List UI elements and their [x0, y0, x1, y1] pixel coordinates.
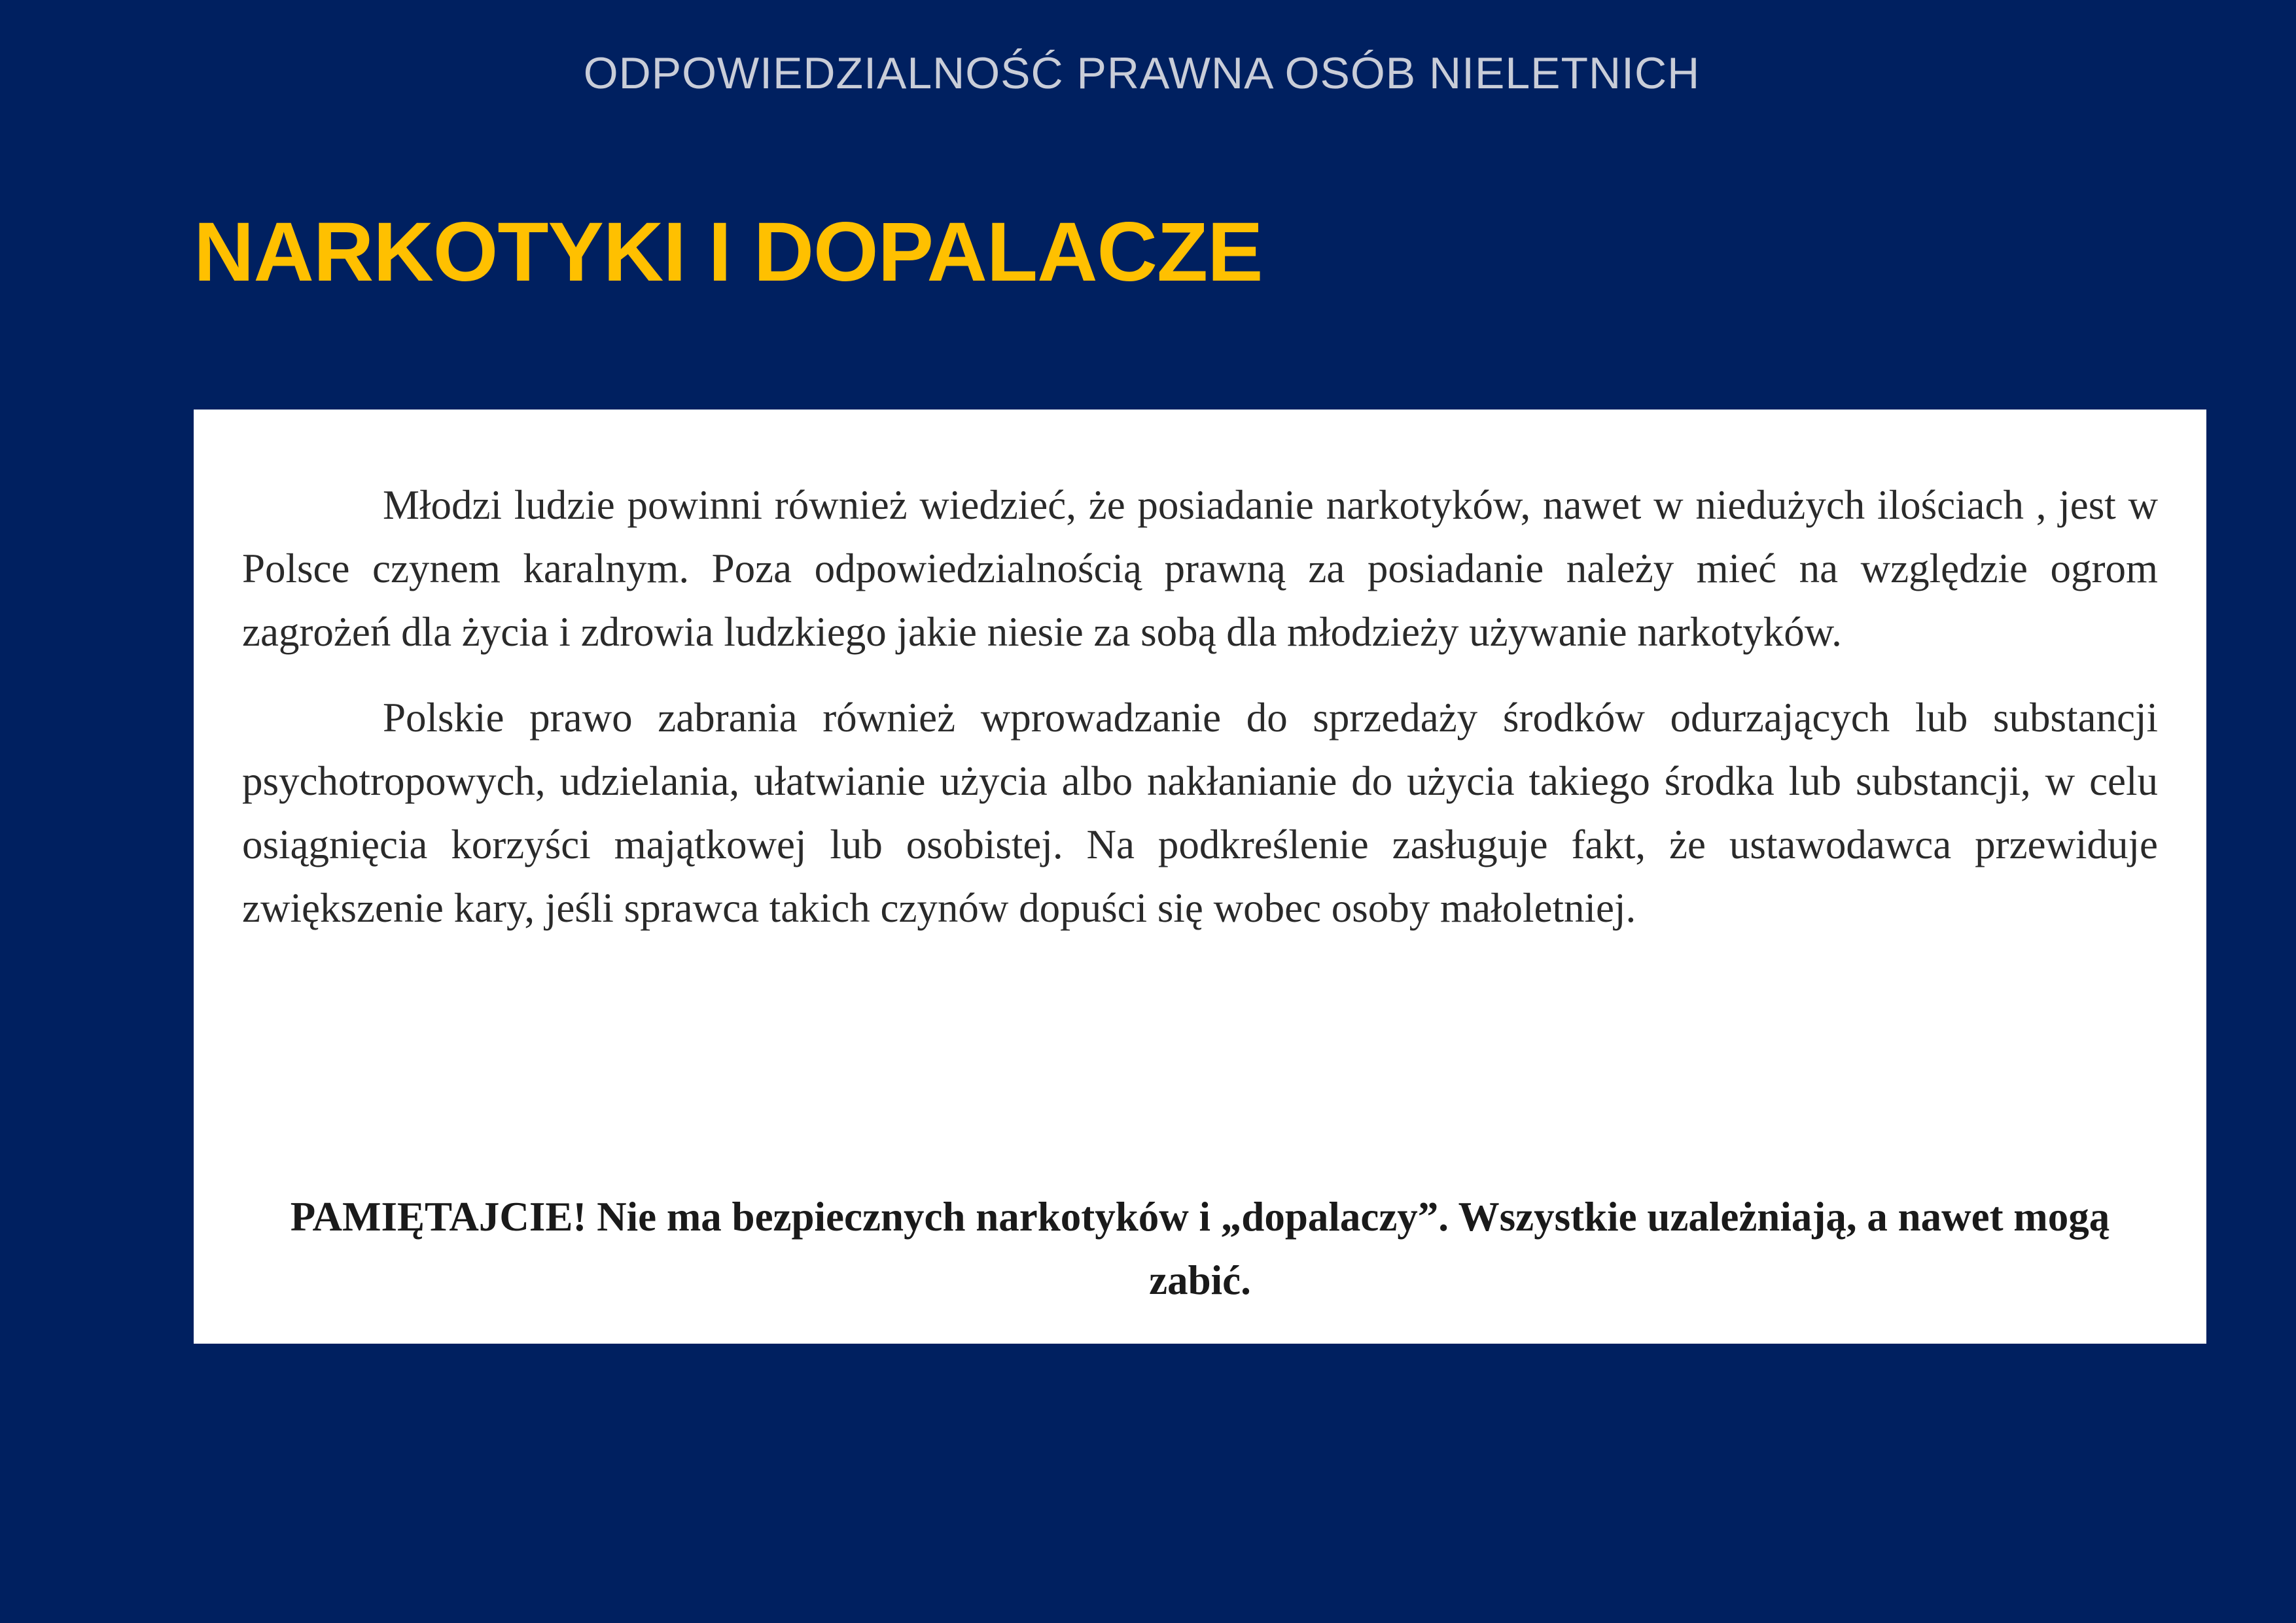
paragraph-possession: Młodzi ludzie powinni również wiedzieć, że posiadanie narkotyków, nawet w niedużych ilościach , jest w Polsce czynem karalnym. Poza odpowiedzialnością prawną za posiadanie należy mieć na względzie ogrom zagrożeń dla życia i zdrowia ludzkiego jakie niesie za sobą dla młodzieży używanie narkotyków. [242, 482, 2158, 655]
slide-title: NARKOTYKI I DOPALACZE [194, 205, 1263, 299]
slide-header: ODPOWIEDZIALNOŚĆ PRAWNA OSÓB NIELETNICH [583, 48, 1701, 98]
warning-text: PAMIĘTAJCIE! Nie ma bezpiecznych narkotyków i „dopalaczy”. Wszystkie uzależniają, a nawet mogą zabić. [290, 1194, 2110, 1303]
paragraph-trafficking: Polskie prawo zabrania również wprowadzanie do sprzedaży środków odurzających lub substancji psychotropowych, udzielania, ułatwianie użycia albo nakłanianie do użycia takiego środka lub substancji, w celu osiągnięcia korzyści majątkowej lub osobistej. Na podkreślenie zasługuje fakt, że ustawodawca przewiduje zwiększenie kary, jeśli sprawca takich czynów dopuści się wobec osoby małoletniej. [242, 695, 2158, 931]
text-panel [194, 410, 2206, 1344]
